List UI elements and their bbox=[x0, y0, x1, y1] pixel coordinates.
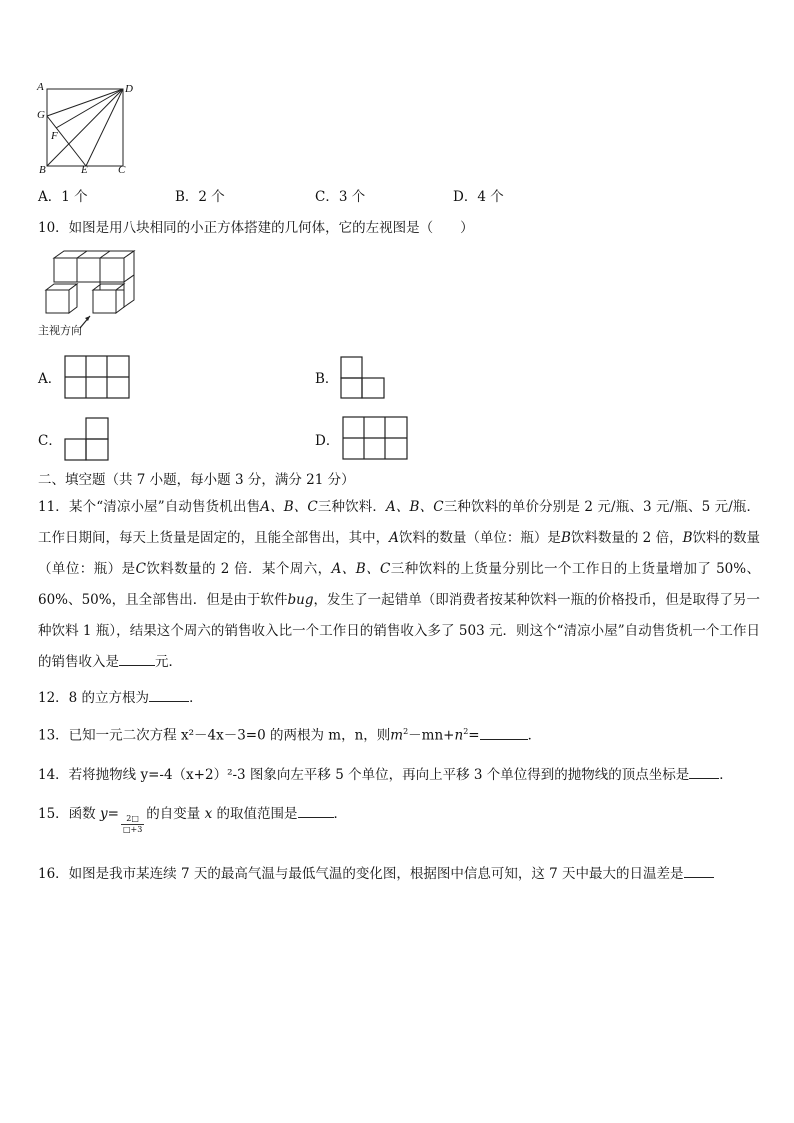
fraction-denominator: □+3 bbox=[122, 825, 143, 834]
q10-option-d-letter[interactable]: D． bbox=[315, 433, 340, 449]
q13-text: = bbox=[468, 727, 480, 744]
q10-option-a-letter[interactable]: A． bbox=[38, 371, 62, 387]
q15-var: x bbox=[204, 806, 213, 822]
label-A: A bbox=[37, 81, 44, 93]
q12 bbox=[38, 688, 203, 706]
grid-view-2x3-alt bbox=[342, 416, 410, 462]
option-text: 2 个 bbox=[198, 189, 225, 205]
q12-text: 12．8 的立方根为 bbox=[38, 690, 150, 706]
option-letter: D． bbox=[453, 189, 478, 205]
q15-var: y bbox=[99, 806, 108, 822]
q11-var: A、B、C bbox=[386, 499, 444, 515]
q10-option-a-view[interactable] bbox=[64, 355, 132, 404]
cube-stack-diagram bbox=[40, 248, 140, 318]
grid-view-reverse-l bbox=[64, 417, 112, 463]
q11-text: 饮料数量的 2 倍， bbox=[570, 530, 683, 546]
q11-var: bug bbox=[287, 592, 314, 608]
section-heading: 二、填空题（共 7 小题，每小题 3 分，满分 21 分） bbox=[38, 472, 355, 488]
q14 bbox=[38, 765, 733, 783]
q11-text: 饮料的数量（单位：瓶）是 bbox=[398, 530, 561, 546]
q11-text: 11．某个“清凉小屋”自动售货机出售 bbox=[38, 499, 261, 515]
q13-answer-blank[interactable] bbox=[480, 726, 528, 740]
q12-answer-blank[interactable] bbox=[149, 688, 189, 702]
q13-sup: 2 bbox=[403, 727, 409, 736]
option-letter: B． bbox=[175, 189, 199, 205]
grid-view-2x3 bbox=[64, 355, 132, 400]
q10-option-b-view[interactable] bbox=[340, 356, 388, 404]
q11-paragraph bbox=[38, 492, 760, 678]
q11-var: A bbox=[389, 530, 399, 546]
q14-text: 14．若将抛物线 y=-4（x+2）²-3 图象向左平移 5 个单位，再向上平移 3 个单位得到的抛物线的顶点坐标是 bbox=[38, 767, 690, 783]
q15-fraction bbox=[121, 814, 144, 835]
q13-var: n bbox=[454, 727, 464, 744]
q15-period: ． bbox=[333, 806, 348, 822]
q13-text: 13．已知一元二次方程 x²－4x－3=0 的两根为 m，n，则 bbox=[38, 727, 391, 744]
option-text: 4 个 bbox=[477, 189, 504, 205]
q10-option-c-view[interactable] bbox=[64, 417, 112, 467]
q16-answer-blank[interactable] bbox=[684, 864, 714, 878]
q12-period: ． bbox=[189, 690, 203, 706]
q9-option-c[interactable] bbox=[315, 189, 365, 205]
q13-var: m bbox=[390, 727, 404, 744]
q15-text: = bbox=[107, 806, 119, 822]
q11-var: B bbox=[560, 530, 571, 546]
label-C: C bbox=[118, 164, 126, 176]
q16-text: 16．如图是我市某连续 7 天的最高气温与最低气温的变化图，根据图中信息可知，这 7 天中最大的日温差是 bbox=[38, 866, 684, 882]
q15-text: 的自变量 bbox=[146, 806, 205, 822]
q13-period: ． bbox=[527, 727, 542, 744]
grid-view-l-shape bbox=[340, 356, 388, 400]
q11-var: C bbox=[135, 561, 146, 577]
q10-option-b-letter[interactable]: B． bbox=[315, 371, 339, 387]
view-direction-label: 主视方向 bbox=[38, 324, 82, 337]
label-E: E bbox=[81, 164, 88, 176]
q13-text: －mn+ bbox=[408, 727, 455, 744]
q10-option-d-view[interactable] bbox=[342, 416, 410, 466]
q15-answer-blank[interactable] bbox=[298, 804, 334, 818]
q15-text: 15．函数 bbox=[38, 806, 100, 822]
q11-var: B bbox=[682, 530, 693, 546]
label-D: D bbox=[125, 83, 133, 95]
q10-option-c-letter[interactable]: C． bbox=[38, 433, 62, 449]
q16 bbox=[38, 864, 714, 882]
label-G: G bbox=[37, 109, 45, 121]
q11-text: 饮料的数量（单位：瓶）是 bbox=[38, 530, 761, 577]
q11-text: 元． bbox=[155, 654, 182, 670]
label-B: B bbox=[39, 164, 46, 176]
option-text: 1 个 bbox=[61, 189, 88, 205]
fraction-numerator: 2□ bbox=[121, 814, 144, 825]
q10-stem: 10．如图是用八块相同的小正方体搭建的几何体，它的左视图是（ ） bbox=[38, 220, 474, 236]
q13-sup: 2 bbox=[463, 727, 469, 736]
q9-option-b[interactable] bbox=[175, 189, 225, 205]
q9-figure bbox=[34, 80, 144, 180]
label-F: F bbox=[51, 130, 58, 142]
q11-text: 三种饮料的上货量分别比一个工作日的上货量增加了 50%、60%、50%，且全部售出．但是由于软件 bbox=[38, 561, 761, 608]
q11-var: A、B、C bbox=[331, 561, 391, 577]
q9-option-a[interactable] bbox=[38, 189, 88, 205]
q11-var: A、B、C bbox=[260, 499, 318, 515]
option-text: 3 个 bbox=[338, 189, 366, 205]
q9-option-d[interactable] bbox=[453, 189, 504, 205]
option-letter: C． bbox=[315, 189, 339, 205]
q14-answer-blank[interactable] bbox=[689, 765, 719, 779]
q11-answer-blank[interactable] bbox=[119, 652, 155, 666]
q13 bbox=[38, 724, 541, 744]
q10-cube-figure bbox=[40, 248, 140, 338]
q11-text: 三种饮料的单价分别是 2 元/瓶、3 元/瓶、5 元/瓶．工作日期间，每天上货量是固定的，且能全部售出，其中， bbox=[38, 499, 761, 546]
q11-text: 饮料数量的 2 倍．某个周六， bbox=[145, 561, 332, 577]
q11-text: 三种饮料． bbox=[317, 499, 387, 515]
q11-text: ，发生了一起错单（即消费者按某种饮料一瓶的价格投币，但是取得了另一种饮料 1 瓶），结果这个周六的销售收入比一个工作日的销售收入多了 503 元．则这个“清凉小屋”自动售货机一个工作日的销售收入是 bbox=[38, 592, 761, 670]
q14-period: ． bbox=[719, 767, 733, 783]
q15 bbox=[38, 804, 348, 834]
option-letter: A． bbox=[38, 189, 62, 205]
q15-text: 的取值范围是 bbox=[212, 806, 298, 822]
